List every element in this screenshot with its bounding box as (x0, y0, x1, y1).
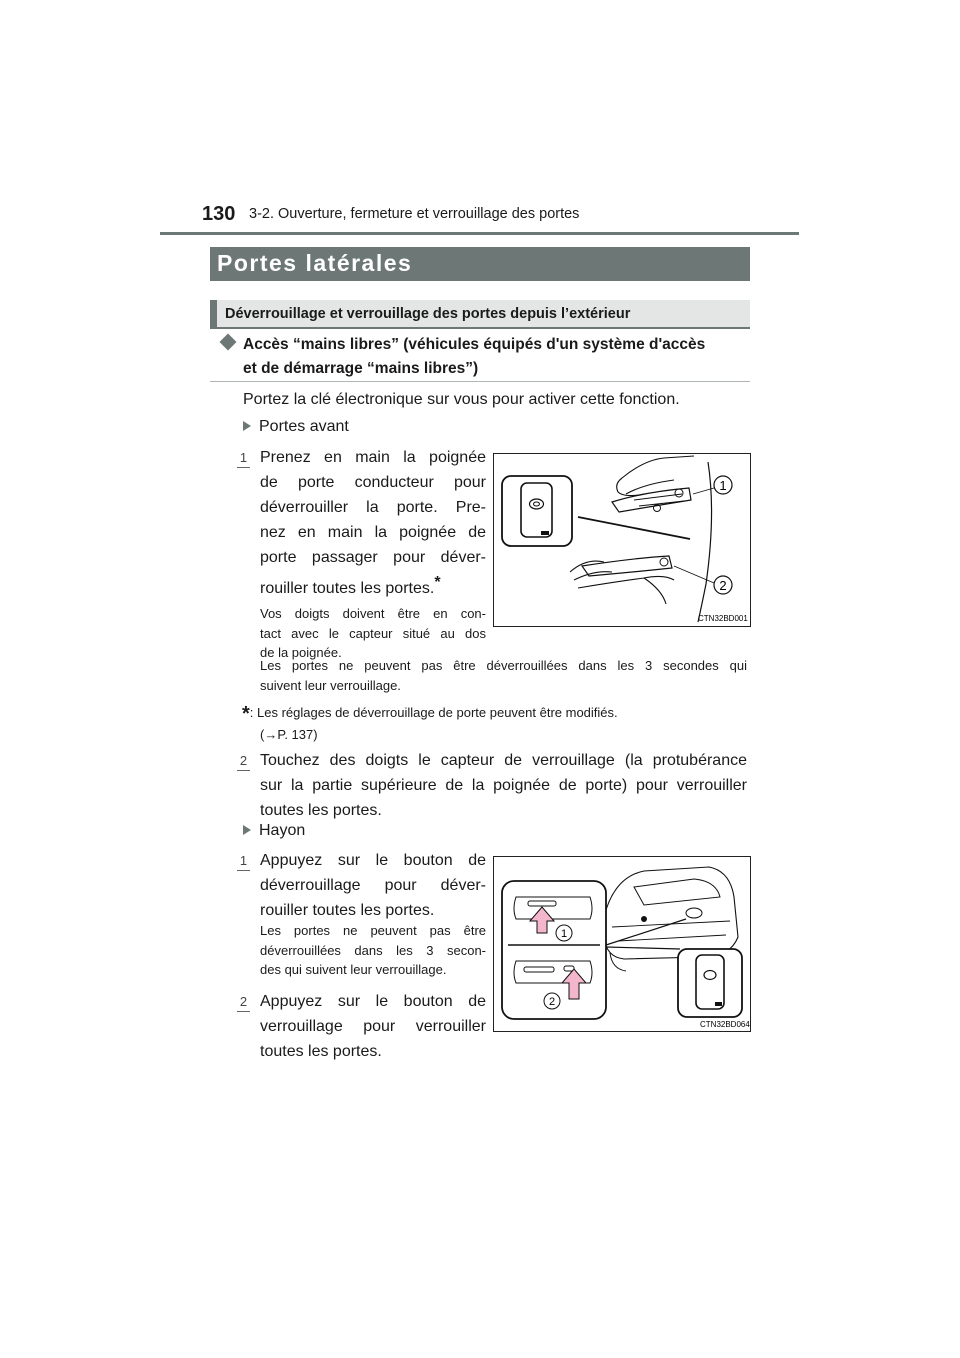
text-line: porte passager pour déver- (260, 549, 486, 566)
note-line: Les portes ne peuvent pas être déverrouillées dans les 3 secondes qui (260, 658, 747, 673)
text-line-last: toutes les portes. (260, 1043, 382, 1060)
note-line-last: suivent leur verrouillage. (260, 677, 401, 693)
subsection-title: Déverrouillage et verrouillage des portes depuis l’extérieur (225, 306, 631, 322)
hatch-label-text: Hayon (259, 822, 306, 839)
chapter-title: 3-2. Ouverture, fermeture et verrouillage des portes (249, 206, 580, 222)
text-line-last: toutes les portes. (260, 802, 382, 819)
smart-key-icon (696, 955, 724, 1009)
front-doors-label-text: Portes avant (259, 418, 349, 435)
hatch-step2-text (260, 989, 486, 1064)
triangle-bullet-icon (243, 421, 251, 431)
front-doors-figure (493, 453, 751, 627)
figure-code: CTN32BD064 (700, 1020, 750, 1029)
subsection-title-bar (210, 300, 750, 329)
feature-heading-line1 (220, 336, 705, 354)
feature-heading-text1: Accès “mains libres” (véhicules équipés d'un système d'accès (243, 336, 706, 353)
door-handle-illustration (494, 454, 750, 626)
feature-heading-line2: et de démarrage “mains libres”) (243, 360, 479, 377)
triangle-bullet-icon (243, 825, 251, 835)
note-line-last: de la poignée. (260, 645, 342, 660)
text-line-last (260, 570, 486, 601)
front-doors-label (243, 418, 349, 436)
note-line-last: des qui suivent leur verrouillage. (260, 962, 447, 977)
callout-label-2: 2 (719, 578, 727, 593)
step-number: 1 (237, 852, 250, 871)
text-line-last: rouiller toutes les portes. (260, 902, 435, 919)
hatch-illustration (494, 857, 750, 1031)
callout-label-1: 1 (560, 928, 568, 940)
car-rear-outline (604, 867, 738, 959)
step-number: 2 (237, 993, 250, 1012)
note-line: déverrouillées dans les 3 secon- (260, 942, 486, 958)
text-line: sur la partie supérieure de la poignée de porte) pour verrouiller (260, 777, 747, 794)
note-line: Vos doigts doivent être en con- (260, 606, 486, 621)
front-step1-text (260, 445, 486, 601)
text-line-last-content: rouiller toutes les portes. (260, 580, 435, 597)
hatch-step1-note (260, 921, 486, 980)
footnote-star: * (434, 574, 441, 591)
footnote-line1: : Les réglages de déverrouillage de porte peuvent être modifiés. (249, 705, 618, 720)
callout-label-1: 1 (719, 478, 727, 493)
text-line: Appuyez sur le bouton de (260, 993, 486, 1010)
text-line: déverrouiller la porte. Pre- (260, 499, 486, 516)
hatch-label (243, 822, 305, 840)
diamond-bullet-icon (220, 334, 237, 351)
hatch-figure (493, 856, 751, 1032)
page-number: 130 (202, 203, 236, 225)
text-line: déverrouillage pour déver- (260, 877, 486, 894)
text-line: Prenez en main la poignée (260, 449, 486, 466)
note-line: Les portes ne peuvent pas être (260, 923, 486, 938)
smart-key-icon (521, 483, 552, 537)
header-rule (160, 232, 799, 235)
footnote-line2: (→P. 137) (260, 726, 318, 742)
front-step2-text (260, 748, 747, 823)
text-line: verrouillage pour verrouiller (260, 1018, 486, 1035)
figure-code: CTN32BD001 (698, 614, 748, 623)
section-title-bar (210, 247, 750, 281)
text-line: nez en main la poignée de (260, 524, 486, 541)
footnote (242, 703, 742, 744)
callout-label-2: 2 (548, 996, 556, 1008)
front-note-full (260, 656, 747, 695)
note-line: tact avec le capteur situé au dos (260, 625, 486, 641)
text-line: Appuyez sur le bouton de (260, 852, 486, 869)
text-line: de porte conducteur pour (260, 474, 486, 491)
hatch-step1-text (260, 848, 486, 923)
footnote-mark: * (242, 703, 250, 725)
front-step1-note (260, 604, 486, 663)
intro-text: Portez la clé électronique sur vous pour activer cette fonction. (243, 391, 680, 408)
heading-rule (210, 381, 750, 382)
subsection-stripe (210, 300, 217, 327)
text-line: Touchez des doigts le capteur de verrouillage (la protubérance (260, 752, 747, 769)
step-number: 2 (237, 752, 250, 771)
step-number: 1 (237, 449, 250, 468)
section-title: Portes latérales (217, 250, 413, 276)
